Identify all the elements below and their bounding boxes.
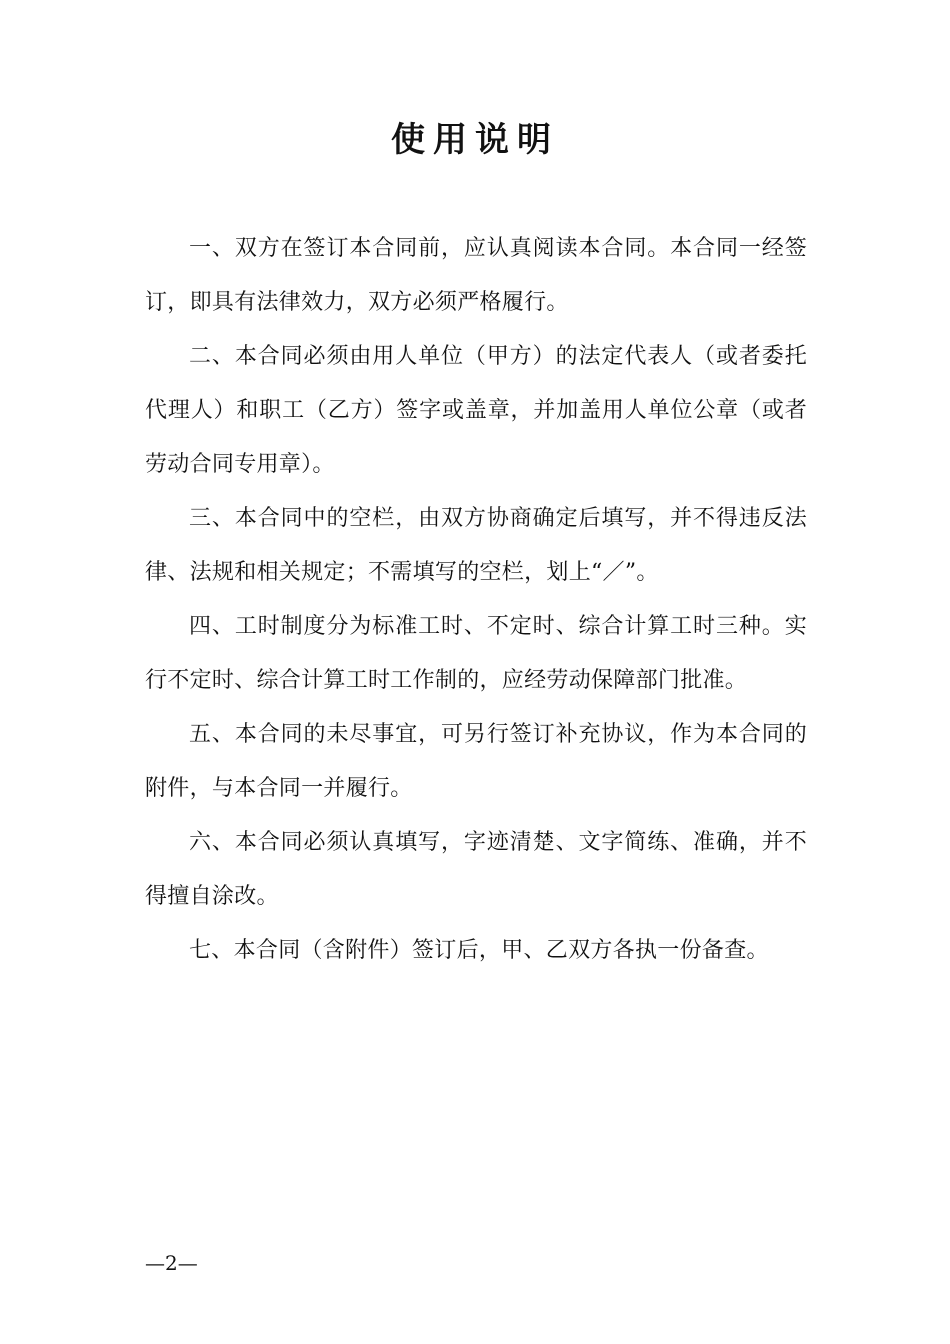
page-title: 使用说明	[391, 120, 559, 160]
instruction-item-4: 四、工时制度分为标准工时、不定时、综合计算工时三种。实行不定时、综合计算工时工作制的，应经劳动保障部门批准。	[145, 614, 807, 693]
instruction-item-1: 一、双方在签订本合同前，应认真阅读本合同。本合同一经签订，即具有法律效力，双方必须严格履行。	[145, 236, 807, 315]
instruction-item-2: 二、本合同必须由用人单位（甲方）的法定代表人（或者委托代理人）和职工（乙方）签字或盖章，并加盖用人单位公章（或者劳动合同专用章）。	[145, 344, 807, 477]
instruction-item-3: 三、本合同中的空栏，由双方协商确定后填写，并不得违反法律、法规和相关规定；不需填写的空栏，划上“／”。	[145, 506, 807, 585]
instructions-body	[145, 222, 807, 978]
instruction-item-5: 五、本合同的未尽事宜，可另行签订补充协议，作为本合同的附件，与本合同一并履行。	[145, 722, 807, 801]
page-number: —2—	[145, 1251, 198, 1275]
instruction-item-6: 六、本合同必须认真填写，字迹清楚、文字简练、准确，并不得擅自涂改。	[145, 830, 807, 909]
instruction-item-7: 七、本合同（含附件）签订后，甲、乙双方各执一份备查。	[189, 938, 769, 963]
